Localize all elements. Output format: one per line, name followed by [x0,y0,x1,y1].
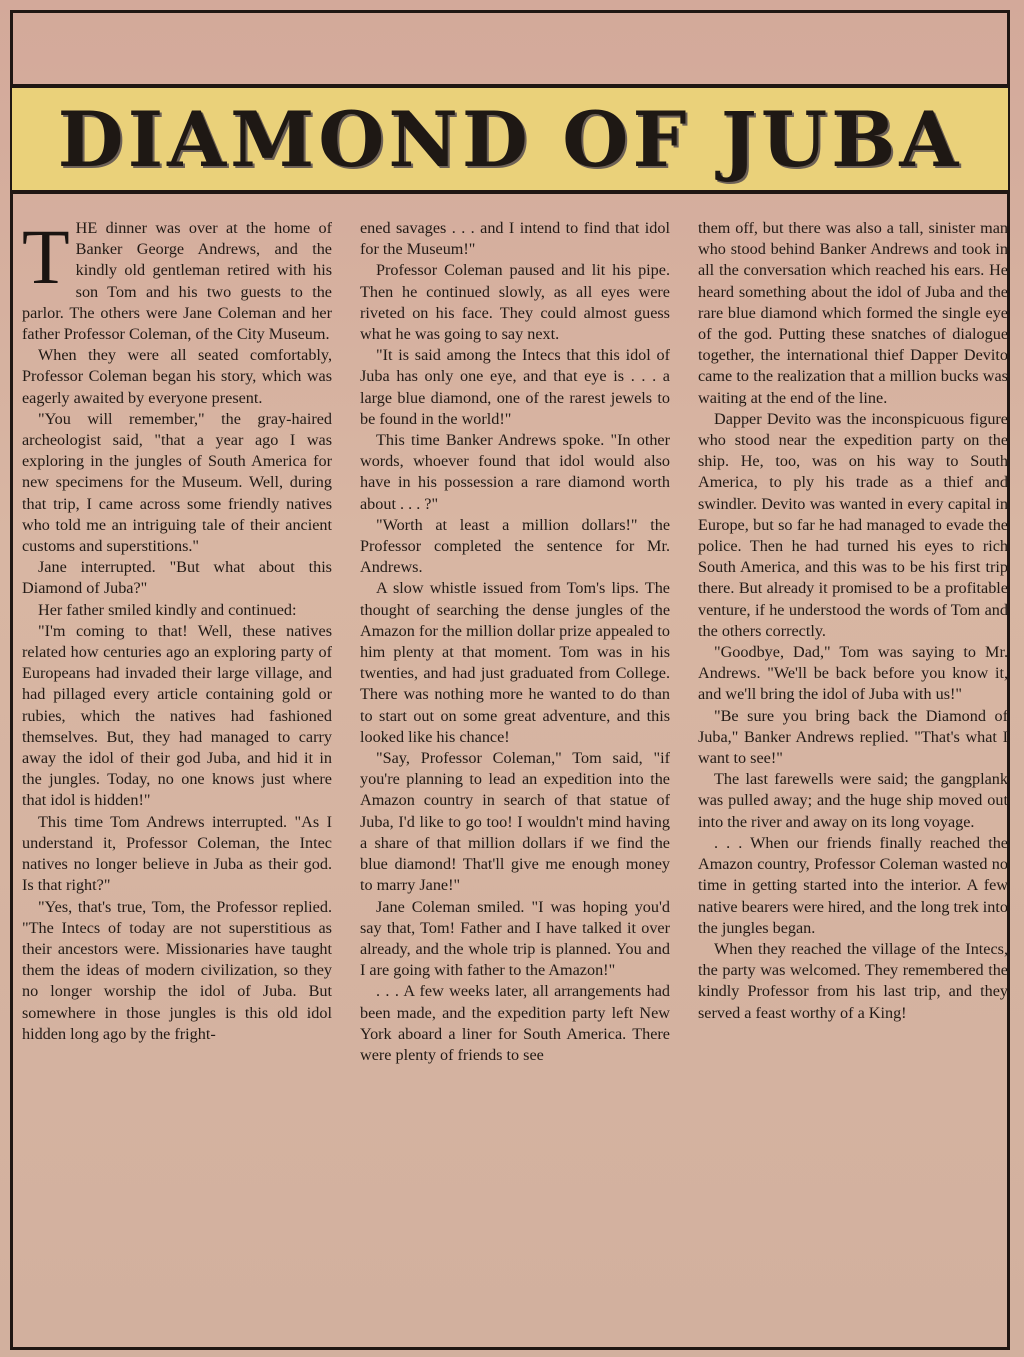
paragraph: them off, but there was also a tall, sinister man who stood behind Banker Andrews and took in all the conversation which reached his ears. He heard something about the idol of Juba and the rare blue diamond which formed the single eye of the god. Putting these snatches of dialogue together, the international thief Dapper Devito came to the realization that a million bucks was waiting at the end of the line. [698,219,1008,407]
paragraph: "You will remember," the gray-haired archeologist said, "that a year ago I was exploring in the jungles of South America for new specimens for the Museum. Well, during that trip, I came across some friendly natives who told me an intriguing tale of their ancient customs and superstitions." [22,409,332,556]
drop-cap: T [22,218,70,300]
paragraph: . . . When our friends finally reached the Amazon country, Professor Coleman wasted no time in getting started into the interior. A few native bearers were hired, and the long trek into the jungles began. [698,833,1008,937]
text-column-3 [698,218,1008,1348]
story-title: DIAMOND OF JUBA [57,94,963,184]
paragraph: "Goodbye, Dad," Tom was saying to Mr. Andrews. "We'll be back before you know it, and we'll bring the idol of Juba with us!" [698,643,1008,704]
paragraph: "It is said among the Intecs that this idol of Juba has only one eye, and that eye is . . . a large blue diamond, one of the rarest jewels to be found in the world!" [360,346,670,428]
paragraph: Professor Coleman paused and lit his pipe. Then he continued slowly, as all eyes were riveted on his face. They could almost guess what he was going to say next. [360,261,670,344]
paragraph: ened savages . . . and I intend to find that idol for the Museum!" [360,219,670,259]
article-body [22,218,1008,1348]
paragraph: "I'm coming to that! Well, these natives related how centuries ago an exploring party of Europeans had invaded their large village, and had pillaged every article containing gold or rubies, which the natives had fashioned themselves. But, they had managed to carry away the idol of their god Juba, and hid it in the jungles. Today, no one knows just where that idol is hidden!" [22,621,332,810]
paragraph: A slow whistle issued from Tom's lips. The thought of searching the dense jungles of the Amazon for the million dollar prize appealed to him plenty at that moment. Tom was in his twenties, and had just graduated from College. There was nothing more he wanted to do than to start out on some great adventure, and this looked like his chance! [360,579,670,746]
title-banner [12,84,1008,194]
paragraph: The last farewells were said; the gangplank was pulled away; and the huge ship moved out into the river and away on its long voyage. [698,770,1008,831]
paragraph: "Yes, that's true, Tom, the Professor replied. "The Intecs of today are not superstitious as their ancestors were. Missionaries have taught them the ideas of modern civilization, so they no longer worship the idol of Juba. But somewhere in those jungles is this old idol hidden long ago by the fright- [22,897,332,1043]
paragraph: Her father smiled kindly and continued: [38,600,297,619]
paragraph: This time Banker Andrews spoke. "In other words, whoever found that idol would also have in his possession a rare diamond worth about . . . ?" [360,431,670,513]
paragraph: . . . A few weeks later, all arrangements had been made, and the expedition party left New York aboard a liner for South America. There were plenty of friends to see [360,982,670,1064]
paragraph: When they were all seated comfortably, Professor Coleman began his story, which was eagerly awaited by everyone present. [22,346,332,407]
paragraph: This time Tom Andrews interrupted. "As I understand it, Professor Coleman, the Intec natives no longer believe in Juba as their god. Is that right?" [22,812,332,895]
paragraph: Jane Coleman smiled. "I was hoping you'd say that, Tom! Father and I have talked it over already, and the whole trip is planned. You and I are going with father to the Amazon!" [360,897,670,980]
paragraph: "Be sure you bring back the Diamond of Juba," Banker Andrews replied. "That's what I want to see!" [698,706,1008,768]
paragraph: "Say, Professor Coleman," Tom said, "if you're planning to lead an expedition into the Amazon country in search of that statue of Juba, I'd like to go too! I wouldn't mind having a share of that million dollars if we find the blue diamond! That'll give me enough money to marry Jane!" [360,749,670,895]
paragraph: When they reached the village of the Intecs, the party was welcomed. They remembered the kindly Professor from his last trip, and they served a feast worthy of a King! [698,939,1008,1022]
paragraph: "Worth at least a million dollars!" the Professor completed the sentence for Mr. Andrews. [360,515,670,577]
paragraph: Jane interrupted. "But what about this Diamond of Juba?" [22,558,332,598]
text-column-1 [22,218,332,1348]
text-column-2 [360,218,670,1348]
paragraph: HE dinner was over at the home of Banker George Andrews, and the kindly old gentleman retired with his son Tom and his two guests to the parlor. The others were Jane Coleman and her father Professor Coleman, of the City Museum. [22,219,332,344]
paragraph: Dapper Devito was the inconspicuous figure who stood near the expedition party on the ship. He, too, was on his way to South America, to ply his trade as a thief and swindler. Devito was wanted in every capital in Europe, but so far he had managed to evade the police. Then he had turned his eyes to rich South America, and this was to be his first trip there. But already it promised to be a profitable venture, if he understood the words of Tom and the others correctly. [698,409,1008,640]
